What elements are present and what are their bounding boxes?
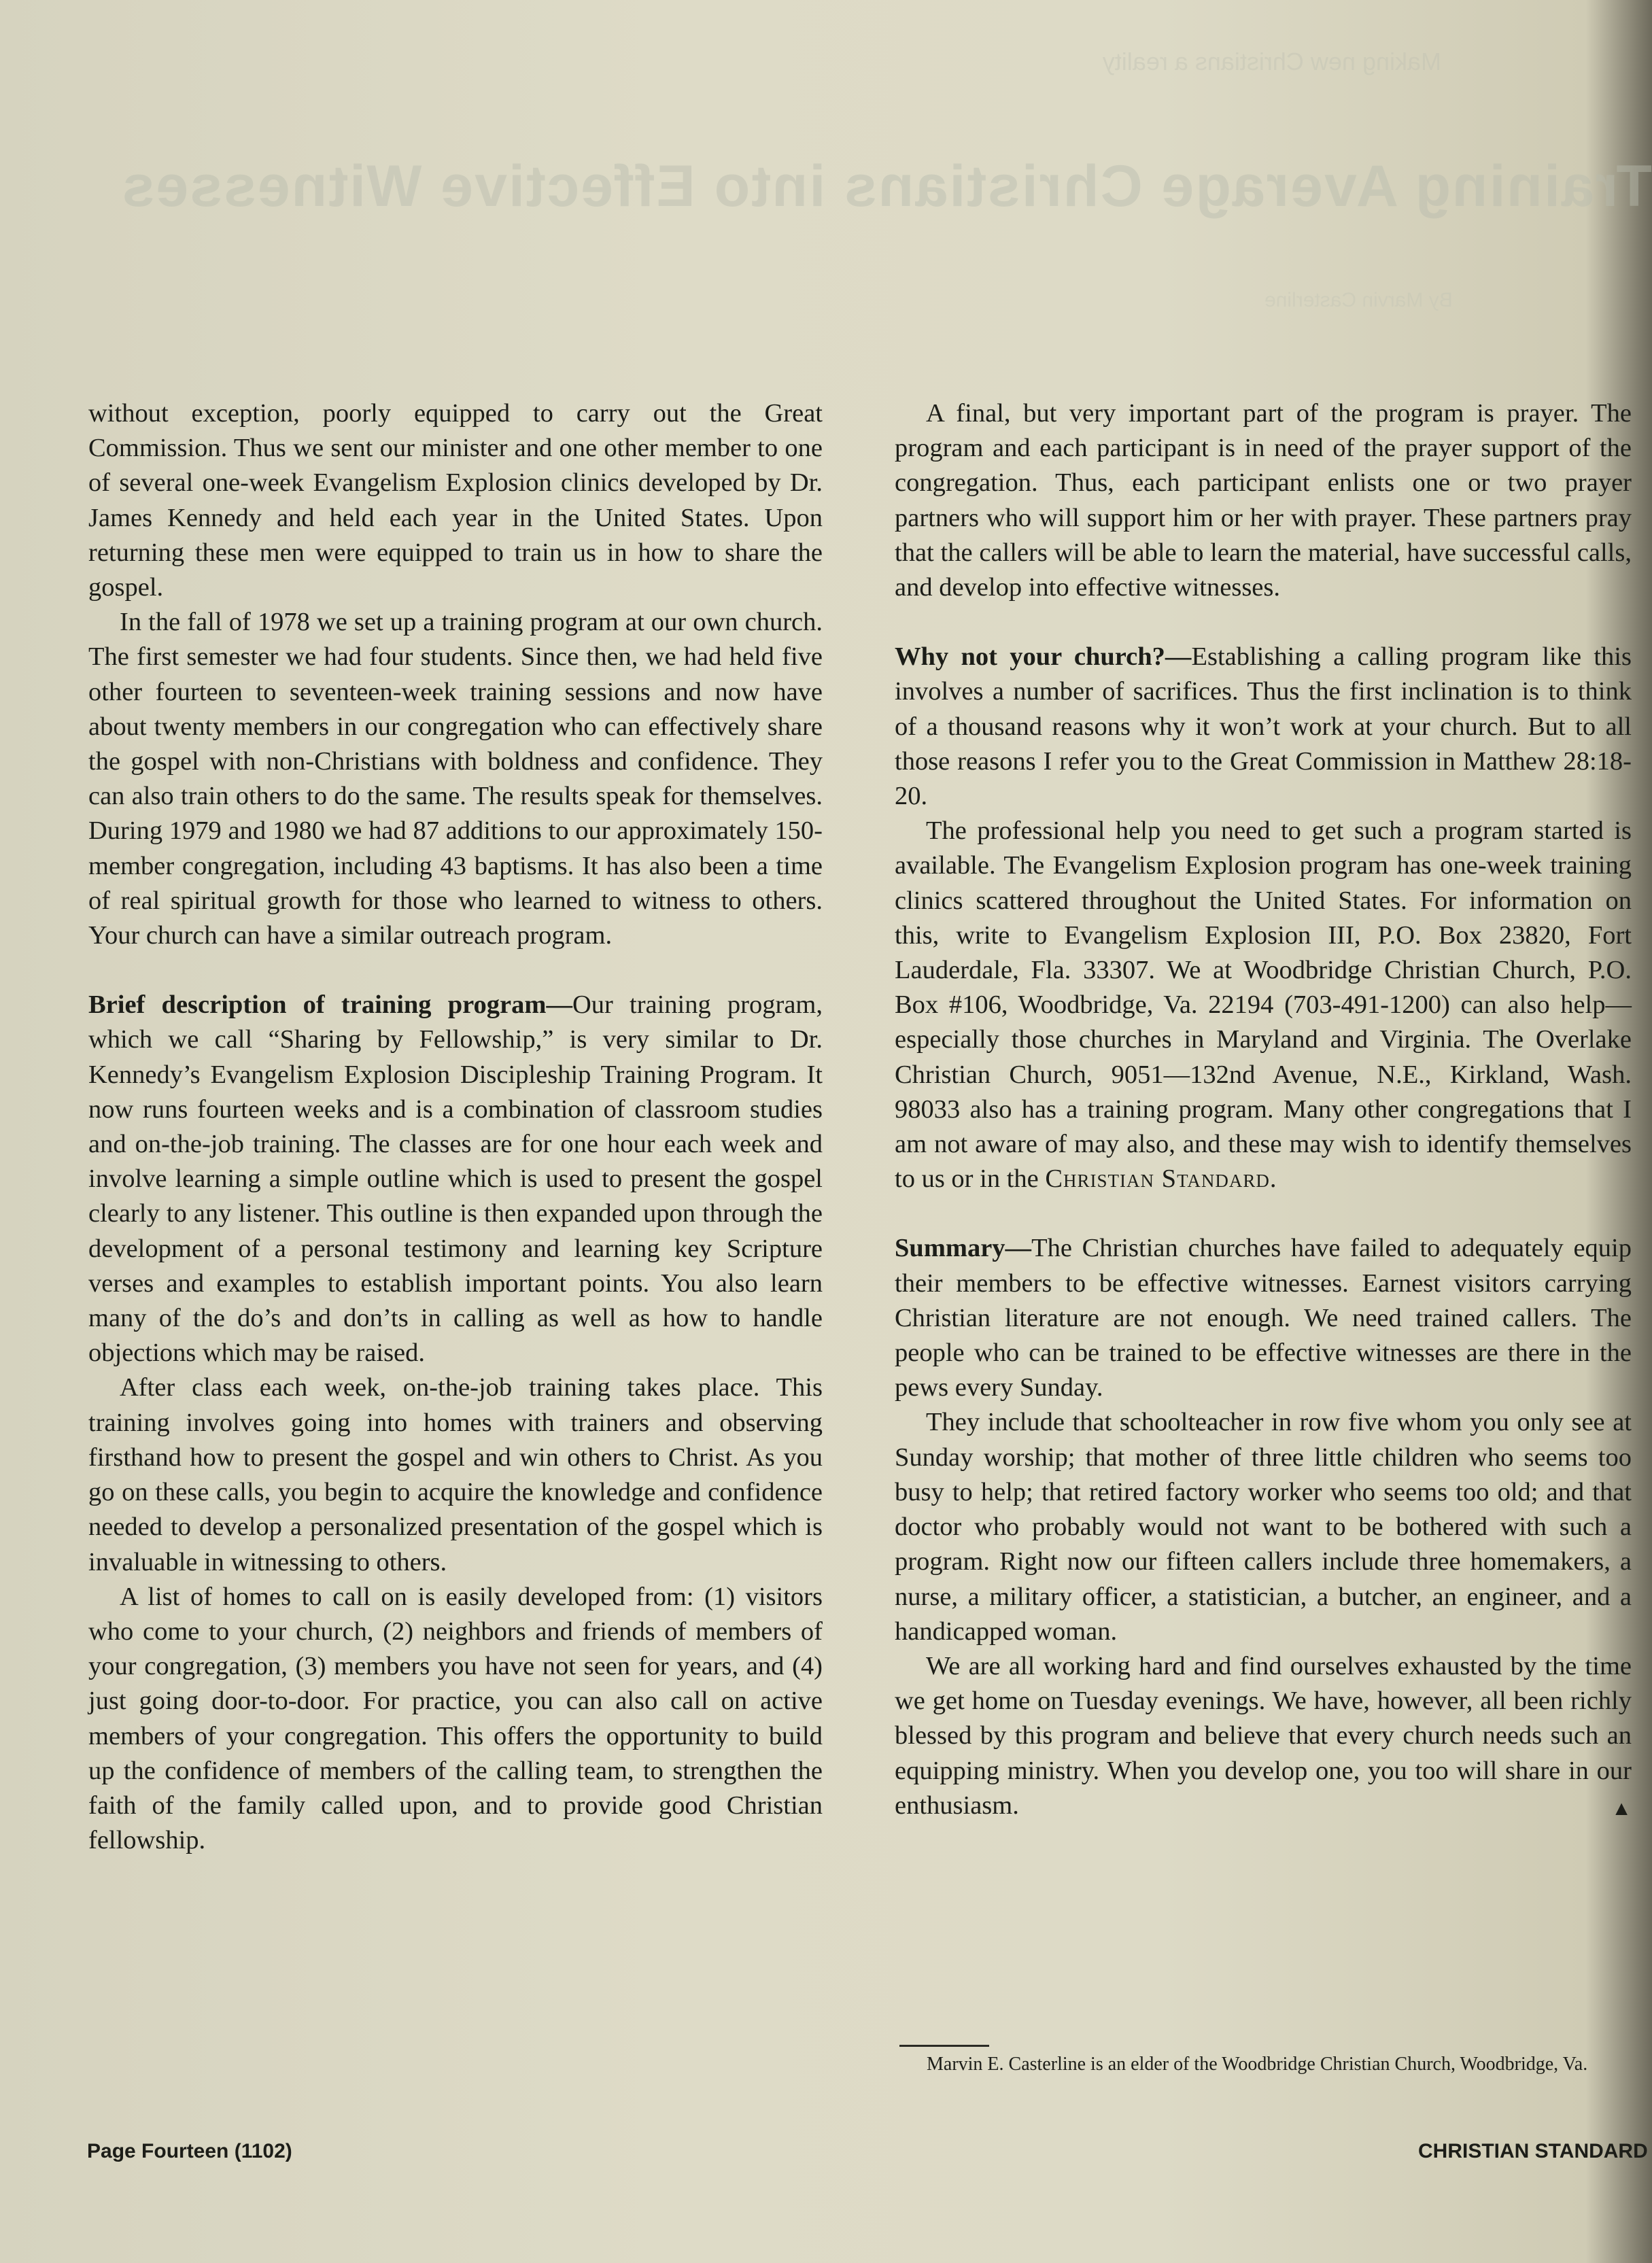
paragraph: They include that schoolteacher in row five whom you only see at Sunday worship; that mother of three little children who seems too busy to help; that retired factory worker who seems too old; and that doctor who probably would not want to be bothered with such a program. Right now our fifteen callers include three homemakers, a nurse, a military officer, a statistician, a butcher, an engineer, and a handicapped woman. (895, 1408, 1632, 1646)
paragraph-end: . (1269, 1164, 1277, 1194)
paragraph-text: Our training program, which we call “Sharing by Fellowship,” is very similar to Dr. Kennedy’s Evangelism Explosion Discipleship Training Program. It now runs fourteen weeks and is a combination of classroom studies and on-the-job training. The classes are for one hour each week and involve learning a simple outline which is used to present the gospel clearly to any listener. This outline is then expanded upon through the development of a personal testimony and learning key Scripture verses and examples to establish important points. You also learn many of the do’s and don’ts in calling as well as how to handle objections which may be raised. (88, 990, 823, 1368)
section-paragraph (895, 1231, 1632, 1405)
paragraph-text: The professional help you need to get such a program started is available. The Evangelism Explosion program has one-week training clinics scattered throughout the United States. For information on this, write to Evangelism Explosion III, P.O. Box 23820, Fort Lauderdale, Fla. 33307. We at Woodbridge Christian Church, P.O. Box #106, Woodbridge, Va. 22194 (703-491-1200) can also help—especially those churches in Maryland and Virginia. The Overlake Christian Church, 9051—132nd Avenue, N.E., Kirkland, Wash. 98033 also has a training program. Many other congregations that I am not aware of may also, and these may wish to identify themselves to us or in the (895, 816, 1632, 1194)
publication-folio: CHRISTIAN STANDARD (1418, 2140, 1648, 2162)
paragraph-text: The Christian churches have failed to adequately equip their members to be effective witnesses. Earnest visitors carrying Christian literature are not enough. We need trained callers. The people who can be trained to be effective witnesses are there in the pews every Sunday. (895, 1234, 1632, 1402)
paragraph: After class each week, on-the-job training takes place. This training involves going into homes with trainers and observing firsthand how to present the gospel and win others to Christ. As you go on these calls, you begin to acquire the knowledge and confidence needed to develop a personalized presentation of the gospel which is invaluable in witnessing to others. (88, 1373, 823, 1576)
section-paragraph (88, 988, 823, 1370)
author-footnote: Marvin E. Casterline is an elder of the Woodbridge Christian Church, Woodbridge, Va. (927, 2054, 1588, 2075)
paragraph: A final, but very important part of the program is prayer. The program and each participant is in need of the prayer support of the congregation. Thus, each participant enlists one or two prayer partners who will support him or her with prayer. These partners pray that the callers will be able to learn the material, have successful calls, and develop into effective witnesses. (895, 399, 1632, 602)
run-in-heading: Summary— (895, 1234, 1032, 1263)
section-paragraph (895, 640, 1632, 814)
paragraph-text: Establishing a calling program like this involves a number of sacrifices. Thus the first inclination is to think of a thousand reasons why it won’t work at your church. But to all those reasons I refer you to the Great Commission in Matthew 28:18-20. (895, 642, 1632, 811)
right-column (895, 396, 1632, 1826)
bleed-through-byline: By Marvin Casterline (1264, 289, 1453, 311)
paragraph: A list of homes to call on is easily developed from: (1) visitors who come to your church, (2) neighbors and friends of members of your congregation, (3) members you have not seen for years, and (4) just going door-to-door. For practice, you can also call on active members of your congregation. This offers the opportunity to build up the confidence of members of the calling team, to strengthen the faith of the family called upon, and to provide good Christian fellowship. (88, 1582, 823, 1855)
left-column (88, 396, 823, 1858)
paragraph: In the fall of 1978 we set up a training program at our own church. The first semester we had four students. Since then, we had held five other fourteen to seventeen-week training sessions and now have about twenty members in our congregation who can effectively share the gospel with non-Christians with boldness and confidence. They can also train others to do the same. The results speak for themselves. During 1979 and 1980 we had 87 additions to our approximately 150-member congregation, including 43 baptisms. It has also been a time of real spiritual growth for those who learned to witness to others. Your church can have a similar outreach program. (88, 608, 823, 950)
run-in-heading: Brief description of training program— (88, 990, 572, 1020)
run-in-heading: Why not your church?— (895, 642, 1192, 672)
paragraph-text: We are all working hard and find ourselves exhausted by the time we get home on Tuesday evenings. We have, however, all been richly blessed by this program and believe that every church needs such an equipping ministry. When you develop one, you too will share in our enthusiasm. (895, 1651, 1632, 1820)
page-folio: Page Fourteen (1102) (87, 2140, 292, 2162)
paragraph (895, 1649, 1632, 1823)
end-of-article-icon: ▲ (1611, 1797, 1632, 1820)
bleed-through-kicker: Making new Christians a reality (1102, 48, 1441, 75)
bleed-through-title: Training Average Christians into Effective Witnesses (120, 154, 1652, 219)
paragraph: without exception, poorly equipped to carry out the Great Commission. Thus we sent our minister and one other member to one of several one-week Evangelism Explosion clinics developed by Dr. James Kennedy and held each year in the United States. Upon returning these men were equipped to train us in how to share the gospel. (88, 399, 823, 602)
paragraph (895, 814, 1632, 1196)
footnote-rule (899, 2045, 989, 2047)
publication-name: Christian Standard (1045, 1164, 1270, 1194)
